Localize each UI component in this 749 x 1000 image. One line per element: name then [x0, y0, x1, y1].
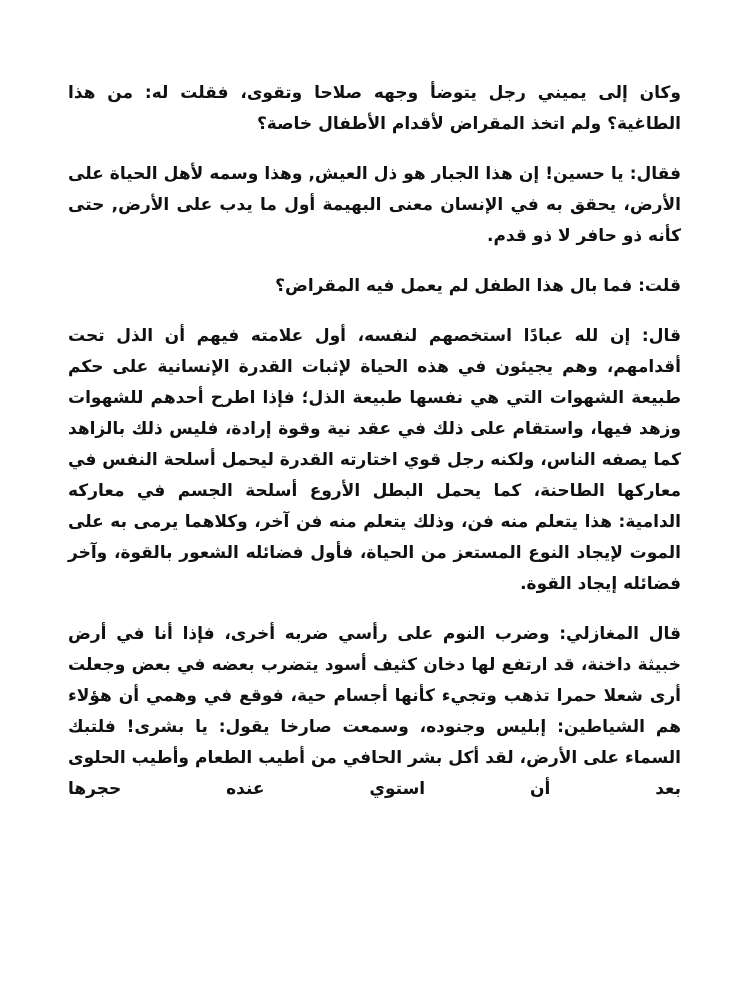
paragraph-2: فقال: يا حسين! إن هذا الجبار هو ذل العيش, وهذا وسمه لأهل الحياة على الأرض، يحقق به في الإنسان معنى البهيمة أول ما يدب على الأرض, حتى كأنه ذو حافر لا ذو قدم. — [68, 164, 681, 246]
paragraph-3: قلت: فما بال هذا الطفل لم يعمل فيه المقراض؟ — [275, 276, 681, 296]
paragraph-5: قال المغازلي: وضرب النوم على رأسي ضربه أخرى، فإذا أنا في أرض خبيثة داخنة، قد ارتفع لها دخان كثيف أسود يتضرب بعضه في بعض وجعلت أرى شعلا حمرا تذهب وتجيء كأنها أجسام حية، فوقع في وهمي أن هؤلاء هم الشياطين: إبليس وجنوده، وسمعت صارخا يقول: يا بشرى! فلتبك السماء على الأرض، لقد أكل بشر الحافي من أطيب الطعام وأطيب الحلوى بعد أن استوي عنده حجرها — [68, 624, 681, 799]
paragraph-1: وكان إلى يميني رجل يتوضأ وجهه صلاحا وتقوى، فقلت له: من هذا الطاغية؟ ولم اتخذ المقراض لأقدام الأطفال خاصة؟ — [68, 83, 681, 134]
document-page — [68, 78, 681, 805]
paragraph-4: قال: إن لله عبادًا استخصهم لنفسه، أول علامته فيهم أن الذل تحت أقدامهم، وهم يجيئون في هذه الحياة لإثبات القدرة الإنسانية على حكم طبيعة الشهوات التي هي نفسها طبيعة الذل؛ فإذا اطرح أحدهم للشهوات وزهد فيها، واستقام على ذلك في عقد نية وقوة إرادة، فليس ذلك بالزاهد كما يصفه الناس، ولكنه رجل قوي اختارته القدرة ليحمل أسلحة النفس في معاركها الطاحنة، كما يحمل البطل الأروع أسلحة الجسم في معاركه الدامية: هذا يتعلم منه فن، وذلك يتعلم منه فن آخر، وكلاهما يرمى به على الموت لإيجاد النوع المستعز من الحياة، فأول فضائله الشعور بالقوة، وآخر فضائله إيجاد القوة. — [68, 326, 681, 594]
